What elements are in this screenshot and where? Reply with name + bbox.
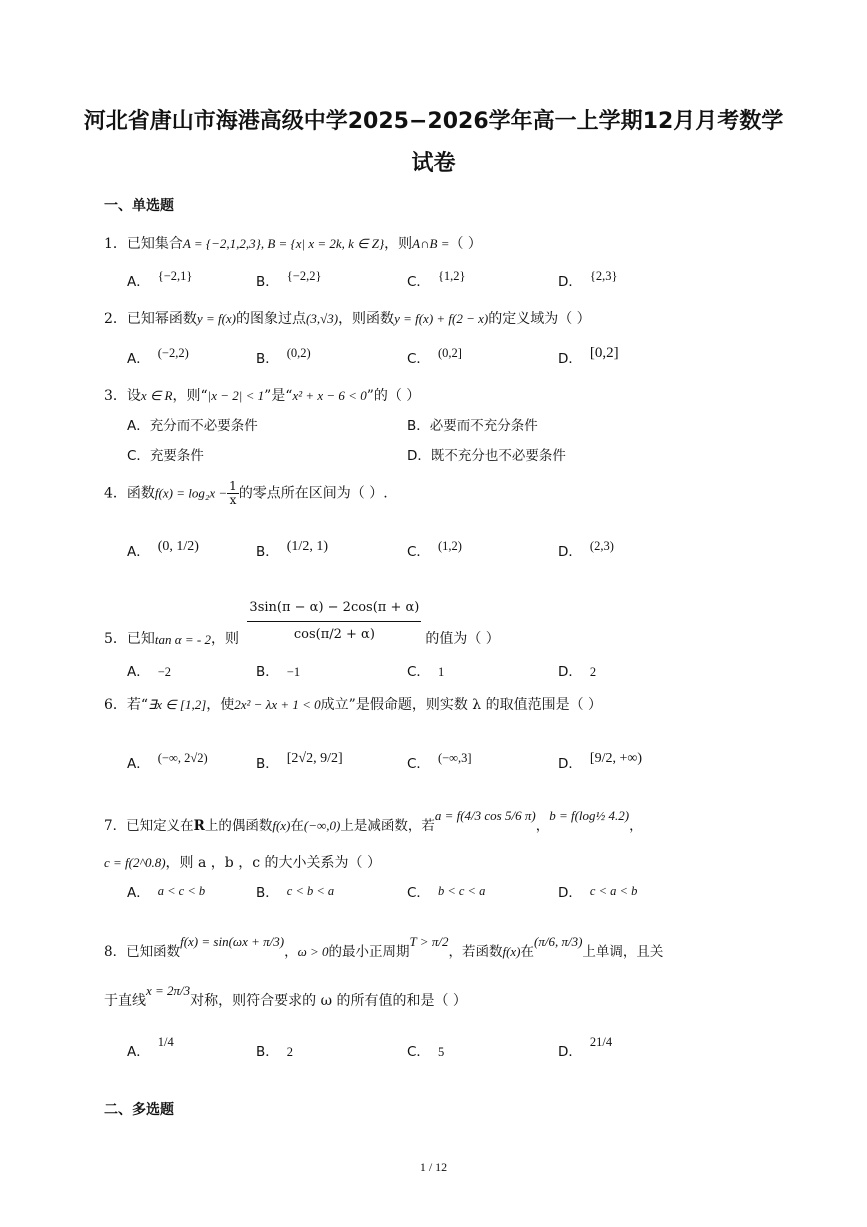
q2-option-c: C． (0,2]: [407, 346, 462, 367]
q5-option-d: D． 2: [558, 664, 597, 680]
q4-option-b: B． (1/2, 1): [256, 539, 328, 560]
question-5: 5．已知tan α = - 2，则 $\frac{3\sin(\pi - \alpha) - 2\cos(\pi + \alpha)}{\cos(\pi/2 + \alpha)}$ 的值为（ ）: [104, 582, 500, 648]
question-4: 4．函数f(x) = log₂x − $\frac{1}{x}$ 的零点所在区间为（ ）.: [104, 479, 388, 507]
q4-fraction: $\frac{1}{x}$: [229, 479, 237, 507]
question-1: [104, 233, 482, 253]
q1-math2: A∩B =: [412, 236, 450, 251]
q8-option-a: A．1/4: [127, 1035, 174, 1060]
q2-option-d: D． [0,2]: [558, 345, 619, 367]
q5-option-b: B． −1: [256, 664, 301, 680]
q4-option-a: A． (0, 1/2): [127, 539, 199, 560]
q7-option-b: B． c < b < a: [256, 884, 335, 901]
q6-option-d: D． [9/2, +∞): [558, 751, 642, 772]
q6-option-a: A． (−∞, 2√2): [127, 751, 208, 772]
q3-option-a: A．充分而不必要条件: [127, 418, 258, 434]
question-6: 6．若“∃x ∈ [1,2]，使2x² − λx + 1 < 0成立”是假命题，则实数 λ 的取值范围是（ ）: [104, 697, 603, 713]
q5-option-c: C． 1: [407, 664, 445, 680]
section-heading-multiple-choice: 二、多选题: [104, 1102, 174, 1118]
q1-option-d: D． {2,3}: [558, 269, 618, 290]
page-number: 1 / 12: [419, 1160, 448, 1174]
q1-suffix: （ ）: [449, 236, 482, 252]
q8-option-b: B． 2: [256, 1044, 294, 1060]
q8-option-c: C． 5: [407, 1044, 445, 1060]
q4-option-d: D． (2,3): [558, 539, 614, 560]
q5-fraction: $\frac{3\sin(\pi - \alpha) - 2\cos(\pi + \alpha)}{\cos(\pi/2 + \alpha)}$: [247, 595, 421, 648]
section-heading-single-choice: 一、单选题: [104, 198, 174, 214]
q1-math: A = {−2,1,2,3}, B = {x| x = 2k, k ∈ Z}: [182, 236, 385, 251]
q3-option-d: D．既不充分也不必要条件: [407, 448, 566, 464]
paper-title-line1: 河北省唐山市海港高级中学2025−2026学年高一上学期12月月考数学: [83, 109, 784, 134]
paper-title-line2: 试卷: [411, 151, 456, 176]
q1-prefix: 1．已知集合: [104, 236, 183, 252]
q3-option-c: C．充要条件: [127, 448, 204, 464]
q7-option-a: A． a < c < b: [127, 884, 206, 901]
q4-option-c: C． (1,2): [407, 539, 462, 560]
q1-mid: ，则: [384, 236, 413, 252]
question-3: 3．设x ∈ R，则“|x − 2| < 1”是“x² + x − 6 < 0”的（ ）: [104, 388, 421, 404]
q2-option-b: B． (0,2): [256, 346, 311, 367]
question-2: 2．已知幂函数y = f(x)的图象过点(3,√3)，则函数y = f(x) + f(2 − x)的定义域为（ ）: [104, 311, 591, 327]
q7-option-c: C． b < c < a: [407, 884, 486, 901]
question-7: 7．已知定义在R上的偶函数f(x)在(−∞,0)上是减函数，若a = f(4/3 cos 5/6 π)，b = f(log½ 4.2)，: [104, 808, 643, 834]
q3-option-b: B．必要而不充分条件: [407, 418, 538, 434]
question-7-line2: c = f(2^0.8)，则 a ，b ，c 的大小关系为（ ）: [104, 855, 381, 871]
q5-option-a: A． −2: [127, 664, 172, 680]
q7-option-d: D． c < a < b: [558, 884, 638, 901]
q6-option-c: C． (−∞,3]: [407, 751, 472, 772]
question-8: 8．已知函数f(x) = sin(ωx + π/3)，ω > 0的最小正周期T > π/2，若函数f(x)在(π/6, π/3)上单调，且关: [104, 934, 664, 960]
q1-option-a: A． {−2,1}: [127, 269, 193, 290]
q6-option-b: B． [2√2, 9/2]: [256, 751, 343, 772]
q1-option-c: C． {1,2}: [407, 269, 466, 290]
q8-option-d: D．21/4: [558, 1035, 613, 1060]
question-8-line2: 于直线x = 2π/3对称，则符合要求的 ω 的所有值的和是（ ）: [104, 983, 467, 1009]
q1-option-b: B． {−2,2}: [256, 269, 322, 290]
q2-option-a: A． (−2,2): [127, 346, 189, 367]
